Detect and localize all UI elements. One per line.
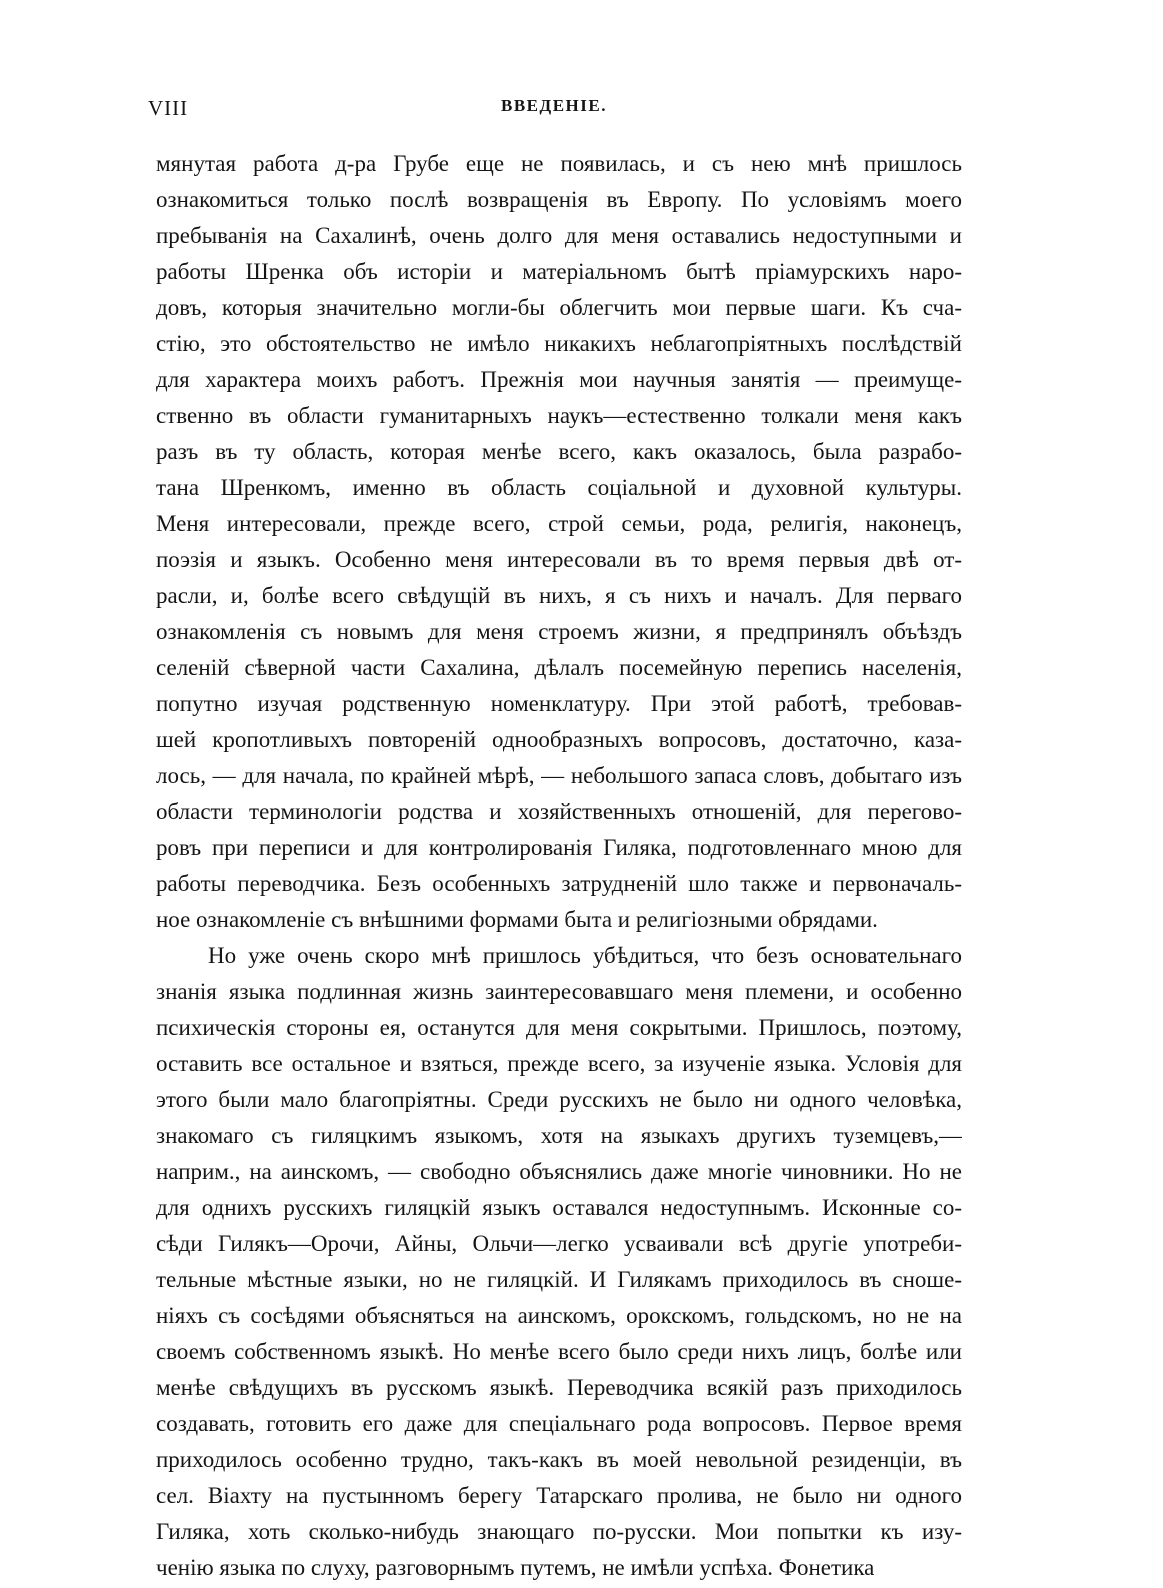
text-line: попутно изучая родственную номенклатуру. При этой работѣ, требовав- xyxy=(156,691,962,716)
text-line: приходилось особенно трудно, такъ-какъ въ моей невольной резиденціи, въ xyxy=(156,1447,962,1472)
text-line: ознакомиться только послѣ возвращенія въ Европу. По условіямъ моего xyxy=(156,187,962,212)
text-line: области терминологіи родства и хозяйственныхъ отношеній, для перегово- xyxy=(156,799,962,824)
text-line: мянутая работа д-ра Грубе еще не появилась, и съ нею мнѣ пришлось xyxy=(156,151,962,176)
text-line: сѣди Гилякъ—Орочи, Айны, Ольчи—легко усваивали всѣ другіе употреби- xyxy=(156,1231,962,1256)
paragraph-1 xyxy=(156,146,962,938)
text-line: поэзія и языкъ. Особенно меня интересовали въ то время первыя двѣ от- xyxy=(156,547,962,572)
text-line: знанія языка подлинная жизнь заинтересовавшаго меня племени, и особенно xyxy=(156,979,962,1004)
text-line: оставить все остальное и взяться, прежде всего, за изученіе языка. Условія для xyxy=(156,1051,962,1076)
text-line: тельные мѣстные языки, но не гиляцкій. И Гилякамъ приходилось въ снoше- xyxy=(156,1267,962,1292)
running-head xyxy=(148,96,960,126)
text-line: Меня интересовали, прежде всего, строй семьи, рода, религія, наконецъ, xyxy=(156,511,962,536)
text-line: для однихъ русскихъ гиляцкій языкъ оставался недоступнымъ. Исконные со- xyxy=(156,1195,962,1220)
text-line: селеній сѣверной части Сахалина, дѣлалъ посемейную перепись населенія, xyxy=(156,655,962,680)
text-line: работы переводчика. Безъ особенныхъ затрудненій шло также и первоначаль- xyxy=(156,871,962,896)
text-line: Но уже очень скоро мнѣ пришлось убѣдиться, что безъ основательнаго xyxy=(208,943,962,968)
text-line: менѣе свѣдущихъ въ русскомъ языкѣ. Переводчика всякій разъ приходилось xyxy=(156,1375,962,1400)
text-line: ственно въ области гуманитарныхъ наукъ—естественно толкали меня какъ xyxy=(156,403,962,428)
text-line: шей кропотливыхъ повтореній однообразныхъ вопросовъ, достаточно, каза- xyxy=(156,727,962,752)
text-line: психическія стороны ея, останутся для меня сокрытыми. Пришлось, поэтому, xyxy=(156,1015,962,1040)
text-line: ніяхъ съ сосѣдями объясняться на аинскомъ, орокскомъ, гольдскомъ, но не на xyxy=(156,1303,962,1328)
text-line: расли, и, болѣе всего свѣдущій въ нихъ, я съ нихъ и началъ. Для перваго xyxy=(156,583,962,608)
page-number: VIII xyxy=(148,96,189,120)
text-line: для характера моихъ работъ. Прежнія мои научныя занятія — преимуще- xyxy=(156,367,962,392)
text-line: стію, это обстоятельство не имѣло никакихъ неблагопріятныхъ послѣдствій xyxy=(156,331,962,356)
text-line: лось, — для начала, по крайней мѣрѣ, — небольшого запаса словъ, добытаго изъ xyxy=(156,763,962,788)
text-line: довъ, которыя значительно могли-бы облегчить мои первые шаги. Къ сча- xyxy=(156,295,962,320)
text-line: ченію языка по слуху, разговорнымъ путемъ, не имѣли успѣха. Фонетика xyxy=(156,1555,875,1580)
body-text xyxy=(156,146,962,1586)
text-line: Гиляка, хоть сколько-нибудь знающаго по-русски. Мои попытки къ изу- xyxy=(156,1519,962,1544)
text-line: разъ въ ту область, которая менѣе всего, какъ оказалось, была разрабо- xyxy=(156,439,962,464)
text-line: ное ознакомленіе съ внѣшними формами быта и религіозными обрядами. xyxy=(156,907,878,932)
text-line: своемъ собственномъ языкѣ. Но менѣе всего было среди нихъ лицъ, болѣе или xyxy=(156,1339,962,1364)
text-line: ознакомленія съ новымъ для меня строемъ жизни, я предпринялъ объѣздъ xyxy=(156,619,962,644)
text-line: сел. Віахту на пустынномъ берегу Татарскаго пролива, не было ни одного xyxy=(156,1483,962,1508)
text-line: знакомаго съ гиляцкимъ языкомъ, хотя на языкахъ другихъ туземцевъ,— xyxy=(156,1123,962,1148)
text-line: этого были мало благопріятны. Среди русскихъ не было ни одного человѣка, xyxy=(156,1087,962,1112)
text-line: пребыванія на Сахалинѣ, очень долго для меня оставались недоступными и xyxy=(156,223,962,248)
text-line: тана Шренкомъ, именно въ область соціальной и духовной культуры. xyxy=(156,475,962,500)
text-line: работы Шренка объ исторіи и матеріальномъ бытѣ пріамурскихъ наро- xyxy=(156,259,962,284)
section-title: ВВЕДЕНІЕ. xyxy=(501,96,607,115)
text-line: наприм., на аинскомъ, — свободно объяснялись даже многіе чиновники. Но не xyxy=(156,1159,962,1184)
text-line: ровъ при переписи и для контролированія Гиляка, подготовленнаго мною для xyxy=(156,835,962,860)
paragraph-2 xyxy=(156,938,962,1586)
text-line: создавать, готовить его даже для спеціальнаго рода вопросовъ. Первое время xyxy=(156,1411,962,1436)
